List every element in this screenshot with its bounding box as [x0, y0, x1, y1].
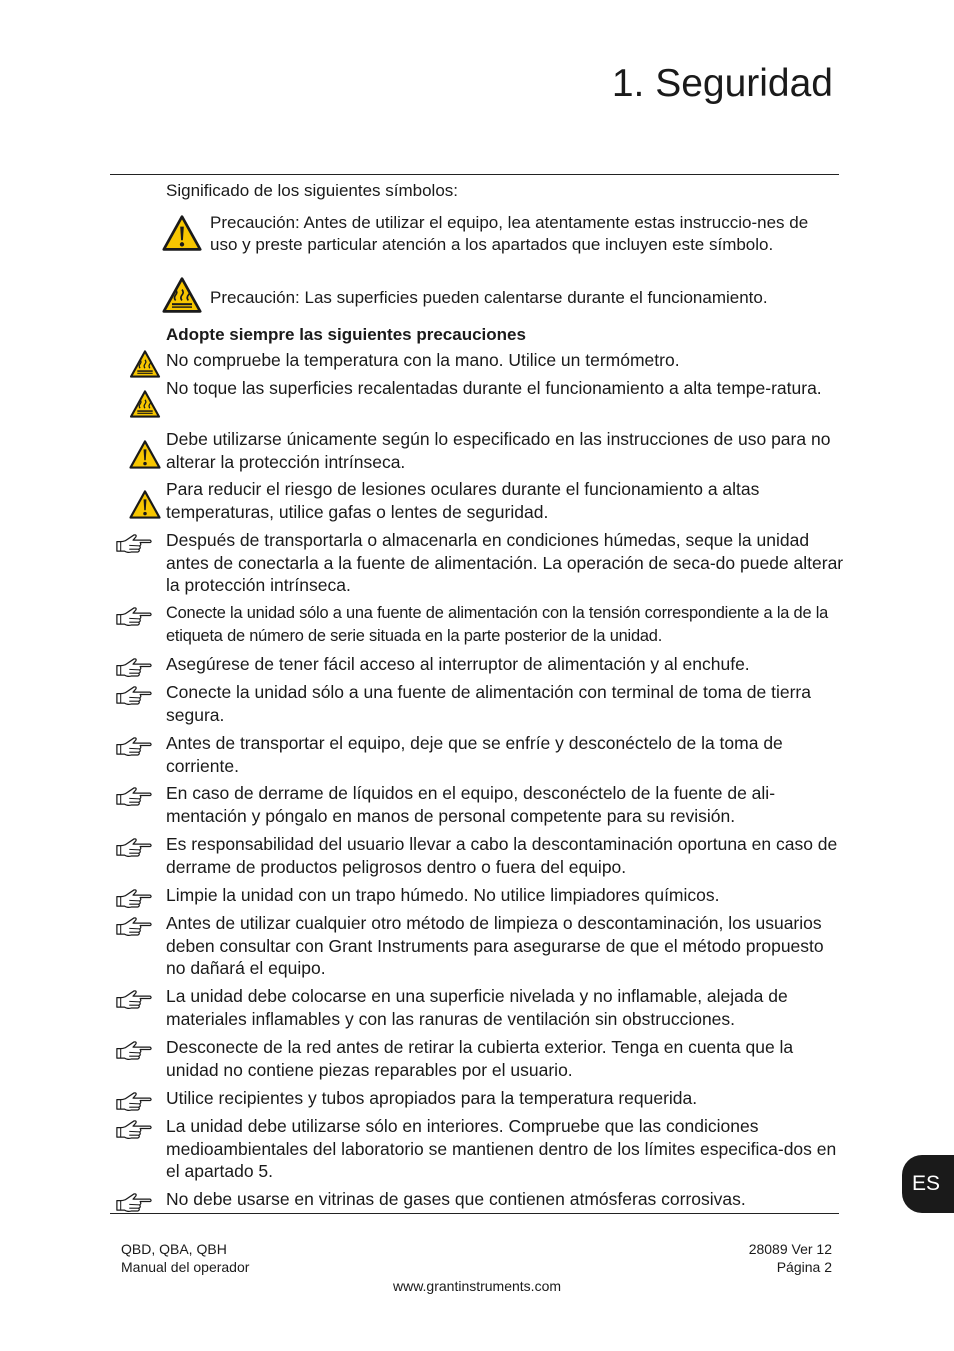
pointing-hand-icon — [115, 1119, 153, 1140]
pointing-hand-icon — [115, 685, 153, 706]
pointing-hand-icon — [115, 916, 153, 937]
hot-surface-icon — [129, 350, 161, 378]
footer-right — [749, 1240, 832, 1276]
bottom-divider — [110, 1213, 839, 1214]
precautions-heading: Adopte siempre las siguientes precauciones — [166, 325, 526, 344]
hot-surface-icon — [129, 390, 161, 418]
pointing-hand-icon — [115, 1192, 153, 1213]
pointing-hand-icon — [115, 1040, 153, 1061]
pointing-hand-icon — [115, 533, 153, 554]
footer-left — [121, 1240, 249, 1276]
pointing-hand-icon — [115, 989, 153, 1010]
symbol-caution-text: Precaución: Antes de utilizar el equipo, lea atentamente estas instruccio-nes de uso y preste particular atención a los apartados que incluyen este símbolo. — [210, 213, 809, 254]
pointing-hand-icon — [115, 657, 153, 678]
footer-website: www.grantinstruments.com — [392, 1278, 562, 1294]
footer-models: QBD, QBA, QBH — [121, 1241, 227, 1257]
pointing-hand-icon — [115, 837, 153, 858]
warning-icon — [162, 213, 202, 253]
symbol-hot-text: Precaución: Las superficies pueden calentarse durante el funcionamiento. — [210, 288, 768, 307]
footer-manual: Manual del operador — [121, 1259, 250, 1275]
footer-doc-version: 28089 Ver 12 — [748, 1241, 832, 1257]
page-title: 1. Seguridad — [611, 62, 833, 105]
pointing-hand-icon — [115, 606, 153, 627]
pointing-hand-icon — [115, 888, 153, 909]
language-tab: ES — [902, 1155, 954, 1213]
hot-surface-icon — [162, 276, 202, 314]
pointing-hand-icon — [115, 1091, 153, 1112]
pointing-hand-icon — [115, 786, 153, 807]
warning-icon — [129, 490, 161, 519]
symbols-intro: Significado de los siguientes símbolos: — [166, 181, 458, 200]
top-divider — [110, 174, 839, 175]
warning-icon — [129, 440, 161, 469]
pointing-hand-icon — [115, 736, 153, 757]
footer-page-number: Página 2 — [776, 1259, 832, 1275]
